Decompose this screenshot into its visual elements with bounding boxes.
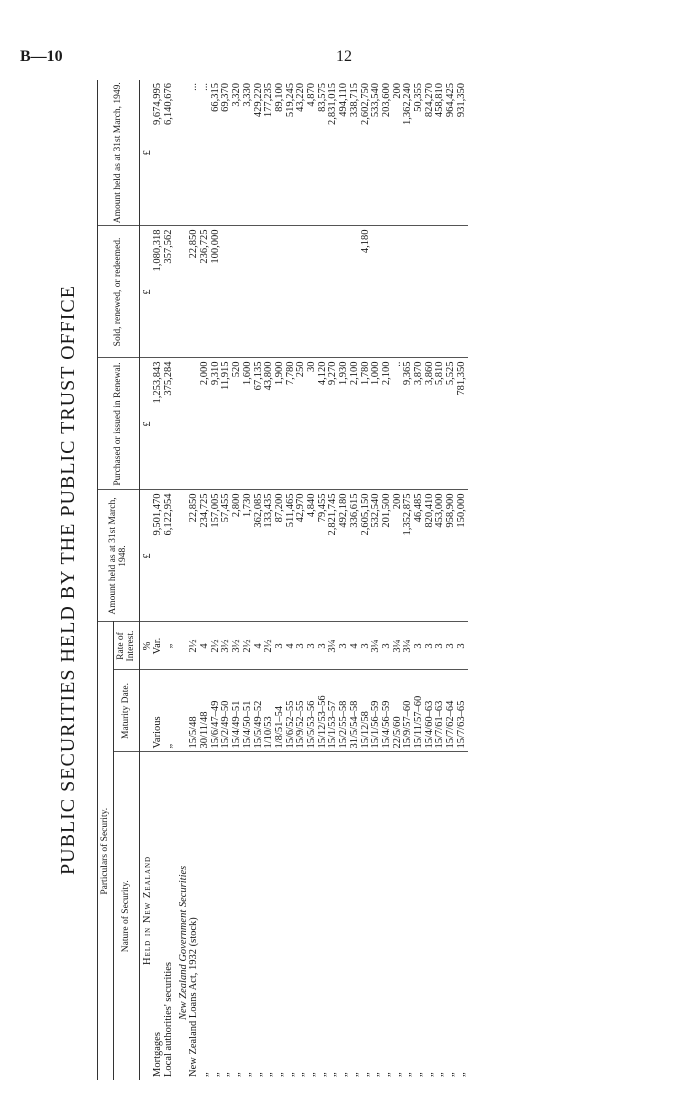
table-row — [425, 80, 436, 1080]
sold-cell — [393, 226, 404, 358]
maturity-cell: 15/2/55–58 — [339, 670, 350, 752]
rate-cell: 3¼ — [328, 622, 339, 670]
maturity-cell: 22/5/60 — [393, 670, 404, 752]
rate-cell: 3 — [414, 622, 425, 670]
sold-cell: 236,725 — [200, 226, 211, 358]
maturity-cell: 15/11/57–60 — [414, 670, 425, 752]
page-number: 12 — [336, 48, 352, 65]
purchased-cell: 30 — [307, 358, 318, 490]
held-1949-cell: 824,270 — [425, 80, 436, 226]
held-1948-cell: 2,605,150 — [361, 490, 372, 622]
rate-cell: 3 — [361, 622, 372, 670]
purchased-unit: £ — [139, 358, 153, 490]
rate-cell: 3 — [318, 622, 329, 670]
maturity-cell: 15/4/50–51 — [243, 670, 254, 752]
rate-cell: 2½ — [243, 622, 254, 670]
held-1948-cell: 492,180 — [339, 490, 350, 622]
purchased-cell: 5,810 — [435, 358, 446, 490]
held-1949-cell: 2,831,015 — [328, 80, 339, 226]
sold-cell — [254, 226, 265, 358]
units-row — [139, 80, 153, 1080]
table-row — [275, 80, 286, 1080]
held-1949-cell: 69,370 — [221, 80, 232, 226]
held-1949-cell: 519,245 — [286, 80, 297, 226]
sold-unit: £ — [139, 226, 153, 358]
purchased-cell: 1,780 — [361, 358, 372, 490]
held-1949-cell: 931,350 — [457, 80, 468, 226]
maturity-cell: 30/11/48 — [200, 670, 211, 752]
maturity-cell: 15/12/58 — [361, 670, 372, 752]
table-row — [350, 80, 361, 1080]
nature-cell: „ — [380, 1072, 392, 1077]
sold-cell — [243, 226, 254, 358]
purchased-cell: 1,000 — [371, 358, 382, 490]
held-1948-cell: 57,455 — [221, 490, 232, 622]
table-row — [264, 80, 275, 1080]
purchased-header: Purchased or issued in Renewal. — [98, 358, 140, 490]
sold-cell: 357,562 — [164, 226, 175, 358]
rate-cell: 3 — [307, 622, 318, 670]
held-1948-cell: 958,900 — [446, 490, 457, 622]
purchased-cell: 43,800 — [264, 358, 275, 490]
sold-cell: 1,080,318 — [153, 226, 164, 358]
held-1948-cell: 22,850 — [189, 490, 200, 622]
nature-cell: „ — [220, 1072, 232, 1077]
maturity-cell: 15/7/62–64 — [446, 670, 457, 752]
nature-cell: „ — [413, 1072, 425, 1077]
maturity-cell: 1/10/53 — [264, 670, 275, 752]
held-1949-cell: 4,870 — [307, 80, 318, 226]
held-1949-cell: 1,362,240 — [403, 80, 414, 226]
purchased-cell: 520 — [232, 358, 243, 490]
held-1949-cell: 200 — [393, 80, 404, 226]
table-row — [414, 80, 425, 1080]
sold-cell — [382, 226, 393, 358]
nature-cell: „ — [455, 1072, 467, 1077]
nature-cell: „ — [252, 1072, 264, 1077]
sold-cell — [264, 226, 275, 358]
purchased-cell: 9,365 — [403, 358, 414, 490]
table-row — [339, 80, 350, 1080]
sold-cell — [371, 226, 382, 358]
purchased-cell: 5,525 — [446, 358, 457, 490]
held-1949-cell: 89,100 — [275, 80, 286, 226]
rate-cell: 3½ — [221, 622, 232, 670]
held-1949-header: Amount held as at 31st March, 1949. — [98, 80, 140, 226]
maturity-cell: 15/1/53–57 — [328, 670, 339, 752]
rate-cell: 3 — [382, 622, 393, 670]
table-row — [232, 80, 243, 1080]
nature-cell: Mortgages — [152, 1032, 164, 1077]
purchased-cell: 2,100 — [382, 358, 393, 490]
rate-cell: 3¼ — [393, 622, 404, 670]
sold-cell: 22,850 — [189, 226, 200, 358]
nature-cell: „ — [241, 1072, 253, 1077]
sold-cell — [446, 226, 457, 358]
rotated-page-content — [50, 80, 650, 1080]
purchased-cell: 9,310 — [211, 358, 222, 490]
held-1948-cell: 87,200 — [275, 490, 286, 622]
purchased-cell: .. — [393, 358, 404, 490]
rate-cell: 3¼ — [403, 622, 414, 670]
purchased-cell: 67,135 — [254, 358, 265, 490]
maturity-cell: 31/5/54–58 — [350, 670, 361, 752]
nature-cell: „ — [295, 1072, 307, 1077]
held-1948-cell: 234,725 — [200, 490, 211, 622]
held-1948-cell: 150,000 — [457, 490, 468, 622]
held-1948-cell: 2,800 — [232, 490, 243, 622]
maturity-cell: 15/6/52–55 — [286, 670, 297, 752]
purchased-cell: 2,000 — [200, 358, 211, 490]
purchased-cell: 781,350 — [457, 358, 468, 490]
held-1949-cell: 533,540 — [371, 80, 382, 226]
sold-cell: 100,000 — [211, 226, 222, 358]
sold-cell — [232, 226, 243, 358]
rate-unit: % — [139, 622, 153, 670]
maturity-cell: 1/8/51–54 — [275, 670, 286, 752]
held-1948-cell: 157,005 — [211, 490, 222, 622]
held-1948-cell: 200 — [393, 490, 404, 622]
maturity-cell: 15/9/57–60 — [403, 670, 414, 752]
nature-cell: „ — [327, 1072, 339, 1077]
held-1948-cell: 9,501,470 — [153, 490, 164, 622]
nature-header: Nature of Security. — [113, 752, 139, 1080]
nature-cell: „ — [231, 1072, 243, 1077]
rate-cell: 4 — [200, 622, 211, 670]
rate-cell: 3 — [457, 622, 468, 670]
held-1949-cell: 338,715 — [350, 80, 361, 226]
held-1949-cell: ... — [200, 80, 211, 226]
table-row — [211, 80, 222, 1080]
nature-cell: „ — [273, 1072, 285, 1077]
held-1948-unit: £ — [139, 490, 153, 622]
held-1949-cell: 964,425 — [446, 80, 457, 226]
nature-cell: Local authorities' securities — [162, 961, 174, 1077]
rate-cell: 3 — [296, 622, 307, 670]
purchased-cell: 11,915 — [221, 358, 232, 490]
nature-cell: „ — [370, 1072, 382, 1077]
maturity-cell: 15/5/49–52 — [254, 670, 265, 752]
purchased-cell: 1,253,843 — [153, 358, 164, 490]
maturity-cell: 15/5/48 — [189, 670, 200, 752]
maturity-cell: 15/7/63–65 — [457, 670, 468, 752]
purchased-cell: 7,780 — [286, 358, 297, 490]
sold-cell — [425, 226, 436, 358]
nature-cell: „ — [391, 1072, 403, 1077]
table-row — [243, 80, 254, 1080]
purchased-cell: 3,860 — [425, 358, 436, 490]
maturity-cell: 15/12/53–56 — [318, 670, 329, 752]
maturity-cell: Various — [153, 670, 164, 752]
table-row — [446, 80, 457, 1080]
held-1948-cell: 453,000 — [435, 490, 446, 622]
rate-header: Rate of Interest. — [113, 622, 139, 670]
held-1948-cell: 532,540 — [371, 490, 382, 622]
rate-cell: 4 — [286, 622, 297, 670]
held-1948-cell: 336,615 — [350, 490, 361, 622]
purchased-cell: 2,100 — [350, 358, 361, 490]
held-1949-cell: ... — [189, 80, 200, 226]
table-row — [254, 80, 265, 1080]
held-1949-cell: 83,575 — [318, 80, 329, 226]
table-row — [318, 80, 329, 1080]
table-row — [457, 80, 468, 1080]
table-row — [435, 80, 446, 1080]
held-1948-cell: 511,465 — [286, 490, 297, 622]
nature-cell: „ — [199, 1072, 211, 1077]
table-row — [382, 80, 393, 1080]
held-1949-cell: 3,330 — [243, 80, 254, 226]
nature-cell: New Zealand Loans Act, 1932 (stock) — [188, 917, 200, 1077]
maturity-cell: 15/2/49–50 — [221, 670, 232, 752]
page-code: B—10 — [20, 48, 63, 65]
nature-cell: „ — [348, 1072, 360, 1077]
held-1948-cell: 4,840 — [307, 490, 318, 622]
purchased-cell: 3,870 — [414, 358, 425, 490]
sold-cell — [286, 226, 297, 358]
rate-cell: 3¼ — [371, 622, 382, 670]
maturity-cell: 15/1/56–59 — [371, 670, 382, 752]
held-1949-cell: 43,220 — [296, 80, 307, 226]
sold-cell — [350, 226, 361, 358]
sold-cell: 4,180 — [361, 226, 372, 358]
purchased-cell: 9,270 — [328, 358, 339, 490]
nature-cell: „ — [263, 1072, 275, 1077]
held-1949-cell: 203,600 — [382, 80, 393, 226]
held-1949-cell: 3,320 — [232, 80, 243, 226]
maturity-cell: 15/9/52–55 — [296, 670, 307, 752]
held-1949-cell: 66,315 — [211, 80, 222, 226]
rate-cell: 2½ — [264, 622, 275, 670]
table-row — [307, 80, 318, 1080]
purchased-cell: 1,900 — [275, 358, 286, 490]
maturity-cell: 15/7/61–63 — [435, 670, 446, 752]
held-1948-cell: 1,730 — [243, 490, 254, 622]
held-1948-cell: 362,085 — [254, 490, 265, 622]
purchased-cell: 1,600 — [243, 358, 254, 490]
sold-cell — [435, 226, 446, 358]
held-1949-cell: 2,602,750 — [361, 80, 372, 226]
rate-cell: 3 — [339, 622, 350, 670]
table-row — [164, 80, 175, 1080]
nature-cell: „ — [306, 1072, 318, 1077]
subheading: New Zealand Government Securities — [177, 865, 189, 1020]
maturity-header: Maturity Date. — [113, 670, 139, 752]
held-1948-cell: 1,352,875 — [403, 490, 414, 622]
held-1949-cell: 6,140,676 — [164, 80, 175, 226]
sold-cell — [403, 226, 414, 358]
held-1948-cell: 42,970 — [296, 490, 307, 622]
nature-cell: „ — [434, 1072, 446, 1077]
held-1948-cell: 820,410 — [425, 490, 436, 622]
table-row — [221, 80, 232, 1080]
table-row — [403, 80, 414, 1080]
rate-cell: 3½ — [232, 622, 243, 670]
sold-cell — [221, 226, 232, 358]
held-1948-cell: 46,485 — [414, 490, 425, 622]
held-1949-cell: 494,110 — [339, 80, 350, 226]
maturity-cell: 15/5/53–56 — [307, 670, 318, 752]
nature-cell: „ — [423, 1072, 435, 1077]
rate-cell: 2½ — [211, 622, 222, 670]
sold-cell — [414, 226, 425, 358]
nature-cell: „ — [359, 1072, 371, 1077]
purchased-cell: 4,120 — [318, 358, 329, 490]
rate-cell: 3 — [435, 622, 446, 670]
nature-cell: „ — [209, 1072, 221, 1077]
rate-cell: „ — [164, 622, 175, 670]
maturity-cell: 15/4/60–63 — [425, 670, 436, 752]
sold-cell — [296, 226, 307, 358]
sold-cell — [275, 226, 286, 358]
purchased-cell: 1,930 — [339, 358, 350, 490]
rate-cell: 3 — [275, 622, 286, 670]
table-row — [361, 80, 372, 1080]
held-1949-unit: £ — [139, 80, 153, 226]
held-1948-cell: 79,455 — [318, 490, 329, 622]
held-1948-cell: 2,821,745 — [328, 490, 339, 622]
rate-cell: Var. — [153, 622, 164, 670]
maturity-cell: „ — [164, 670, 175, 752]
table-row — [296, 80, 307, 1080]
held-1949-cell: 9,674,995 — [153, 80, 164, 226]
purchased-cell: 375,284 — [164, 358, 175, 490]
nature-cell: „ — [284, 1072, 296, 1077]
maturity-cell: 15/4/49–51 — [232, 670, 243, 752]
rate-cell: 3 — [425, 622, 436, 670]
securities-table — [97, 80, 468, 1080]
nature-cell: „ — [402, 1072, 414, 1077]
held-1949-cell: 429,220 — [254, 80, 265, 226]
rate-cell: 2½ — [189, 622, 200, 670]
held-1948-cell: 133,435 — [264, 490, 275, 622]
held-1948-cell: 201,500 — [382, 490, 393, 622]
sold-cell — [318, 226, 329, 358]
sold-cell — [328, 226, 339, 358]
maturity-cell: 15/6/47–49 — [211, 670, 222, 752]
nature-cell: „ — [338, 1072, 350, 1077]
held-1949-cell: 177,235 — [264, 80, 275, 226]
rate-cell: 3 — [446, 622, 457, 670]
held-1949-cell: 458,810 — [435, 80, 446, 226]
sold-header: Sold, renewed, or redeemed. — [98, 226, 140, 358]
held-1949-cell: 50,355 — [414, 80, 425, 226]
table-row — [371, 80, 382, 1080]
sold-cell — [457, 226, 468, 358]
subheading-row — [175, 80, 190, 1080]
nature-cell: „ — [316, 1072, 328, 1077]
particulars-header: Particulars of Security. — [98, 622, 114, 1080]
table-row — [286, 80, 297, 1080]
purchased-cell: 250 — [296, 358, 307, 490]
nature-cell: „ — [445, 1072, 457, 1077]
held-1948-cell: 6,122,954 — [164, 490, 175, 622]
section-heading: Held in New Zealand — [141, 855, 153, 965]
table-row — [328, 80, 339, 1080]
sold-cell — [339, 226, 350, 358]
table-row — [393, 80, 404, 1080]
maturity-cell: 15/4/56–59 — [382, 670, 393, 752]
sold-cell — [307, 226, 318, 358]
page-title: PUBLIC SECURITIES HELD BY THE PUBLIC TRUST OFFICE — [57, 285, 79, 875]
rate-cell: 4 — [254, 622, 265, 670]
held-1948-header: Amount held as at 31st March, 1948. — [98, 490, 140, 622]
rate-cell: 4 — [350, 622, 361, 670]
